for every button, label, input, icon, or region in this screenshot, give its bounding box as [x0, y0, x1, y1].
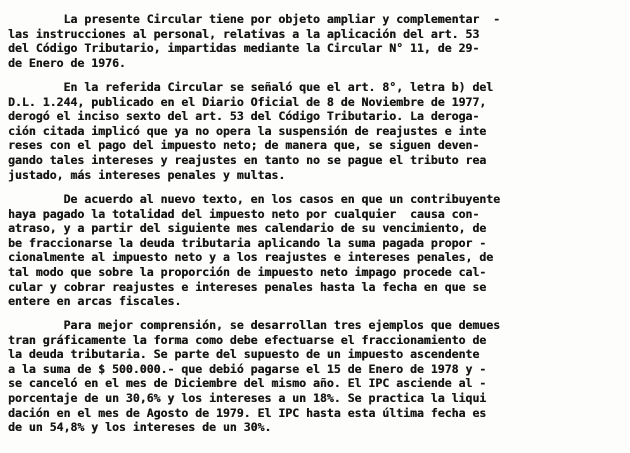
text-line: cular y cobrar reajustes e intereses penales hasta la fecha en que se: [8, 279, 487, 294]
text-line: D.L. 1.244, publicado en el Diario Oficial de 8 de Noviembre de 1977,: [8, 94, 487, 109]
paragraph-4: [8, 318, 622, 435]
text-line: del Código Tributario, impartidas mediante la Circular N° 11, de 29-: [8, 41, 480, 56]
text-line: las instrucciones al personal, relativas a la aplicación del art. 53: [8, 26, 480, 41]
text-line: tran gráficamente la forma como debe efectuarse el fraccionamiento de: [8, 332, 487, 347]
text-line: entere en arcas fiscales.: [8, 294, 182, 309]
text-line: de un 54,8% y los intereses de un 30%.: [8, 420, 272, 435]
text-line: se canceló en el mes de Diciembre del mismo año. El IPC asciende al -: [8, 376, 487, 391]
text-line: tal modo que sobre la proporción de impuesto neto impago procede cal-: [8, 264, 487, 279]
text-line: de Enero de 1976.: [8, 55, 126, 70]
text-line: porcentaje de un 30,6% y los intereses a un 18%. Se practica la liqui: [8, 390, 487, 405]
paragraph-2: [8, 80, 622, 182]
text-line: a la suma de $ 500.000.- que debió pagarse el 15 de Enero de 1978 y -: [8, 361, 487, 376]
text-line: be fraccionarse la deuda tributaria aplicando la suma pagada propor -: [8, 235, 487, 250]
text-line: haya pagado la totalidad del impuesto neto por cualquier causa con-: [8, 206, 480, 221]
text-line: la deuda tributaria. Se parte del supuesto de un impuesto ascendente: [8, 347, 480, 362]
text-line: atraso, y a partir del siguiente mes calendario de su vencimiento, de: [8, 221, 487, 236]
paragraph-1: [8, 12, 622, 70]
text-line: gando tales intereses y reajustes en tanto no se pague el tributo rea: [8, 152, 487, 167]
paragraph-3: [8, 192, 622, 309]
text-line: ción citada implicó que ya no opera la suspensión de reajustes e inte: [8, 123, 487, 138]
text-line: dación en el mes de Agosto de 1979. El IPC hasta esta última fecha es: [8, 405, 487, 420]
text-line: En la referida Circular se señaló que el art. 8°, letra b) del: [8, 80, 494, 94]
text-line: derogó el inciso sexto del art. 53 del Código Tributario. La deroga-: [8, 109, 480, 124]
text-line: Para mejor comprensión, se desarrollan tres ejemplos que demues: [8, 318, 501, 332]
text-line: cionalmente al impuesto neto y a los reajustes e intereses penales, de: [8, 250, 494, 265]
text-line: De acuerdo al nuevo texto, en los casos en que un contribuyente: [8, 192, 501, 206]
text-line: La presente Circular tiene por objeto ampliar y complementar -: [8, 12, 501, 26]
text-line: reses con el pago del impuesto neto; de manera que, se siguen deven-: [8, 138, 480, 153]
text-line: justado, más intereses penales y multas.: [8, 167, 286, 182]
